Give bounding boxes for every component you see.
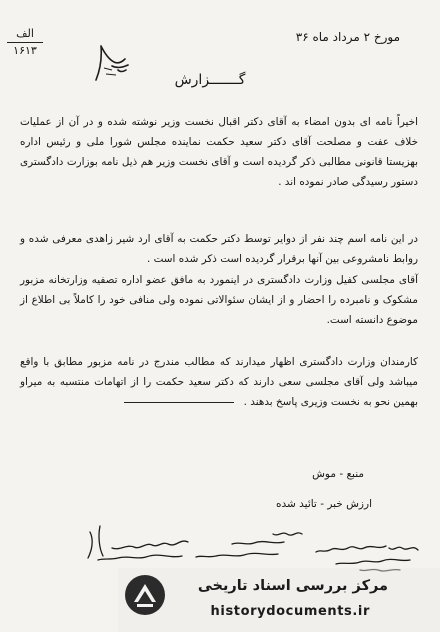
report-paragraph-4 bbox=[20, 352, 418, 412]
report-paragraph-3: آقای مجلسی کفیل وزارت دادگستری در اینمورد به مافق عضو اداره تصفیه وزارتخانه مزبور مشکوک و نامبرده را احضار و از ایشان سئوالاتی نموده ولی منافی خود را کاملاً بی اطلاع از موضوع دانسته است. bbox=[20, 274, 418, 326]
watermark-url-text: historydocuments.ir bbox=[210, 604, 370, 619]
document-title: گـــــــزارش bbox=[174, 72, 246, 88]
watermark-persian-text: مرکز بررسی اسناد تاریخی bbox=[197, 578, 388, 594]
reference-number: ۱۶۱۳ bbox=[13, 44, 37, 57]
report-paragraph-2: در این نامه اسم چند نفر از دوایر توسط دکتر حکمت به آقای ارد شیر زاهدی معرفی شده و روابط نامشروعی بین آنها برقرار گردیده است ذکر شده است . bbox=[20, 233, 418, 265]
reference-label: الف bbox=[16, 27, 34, 40]
report-paragraph-1: اخیراً نامه ای بدون امضاء به آقای دکتر اقبال نخست وزیر نوشته شده و در آن از عملیات خلاف عفت و مصلحت آقای دکتر سعید حکمت نماینده مجلس شورا ملی و رئیس اداره بهزیستا قانونی مطالبی ذکر گردیده است و آقای نخست وزیر هم ذیل نامه بوزارت دادگستری دستور رسیدگی صادر نموده اند . bbox=[20, 116, 418, 188]
archive-logo-icon bbox=[122, 572, 168, 618]
closing-dash-line bbox=[124, 402, 234, 403]
reference-box bbox=[5, 27, 45, 58]
reference-divider bbox=[7, 42, 43, 43]
source-line: منبع - موش bbox=[312, 468, 364, 480]
document-date: مورخ ۲ مرداد ماه ۳۶ bbox=[295, 30, 400, 44]
handwritten-initials-mark bbox=[92, 40, 136, 86]
report-paragraph-4-text: کارمندان وزارت دادگستری اظهار میدارند که مطالب مندرج در نامه مزبور مطابق با واقع میباشد ولی آقای مجلسی سعی دارند که دکتر سعید حکمت را از اتهامات منتسبه به میراو بهمین نحو به نخست وزیری پاسخ بدهند . bbox=[20, 356, 418, 408]
evaluation-line: ارزش خبر - تائید شده bbox=[275, 498, 372, 510]
